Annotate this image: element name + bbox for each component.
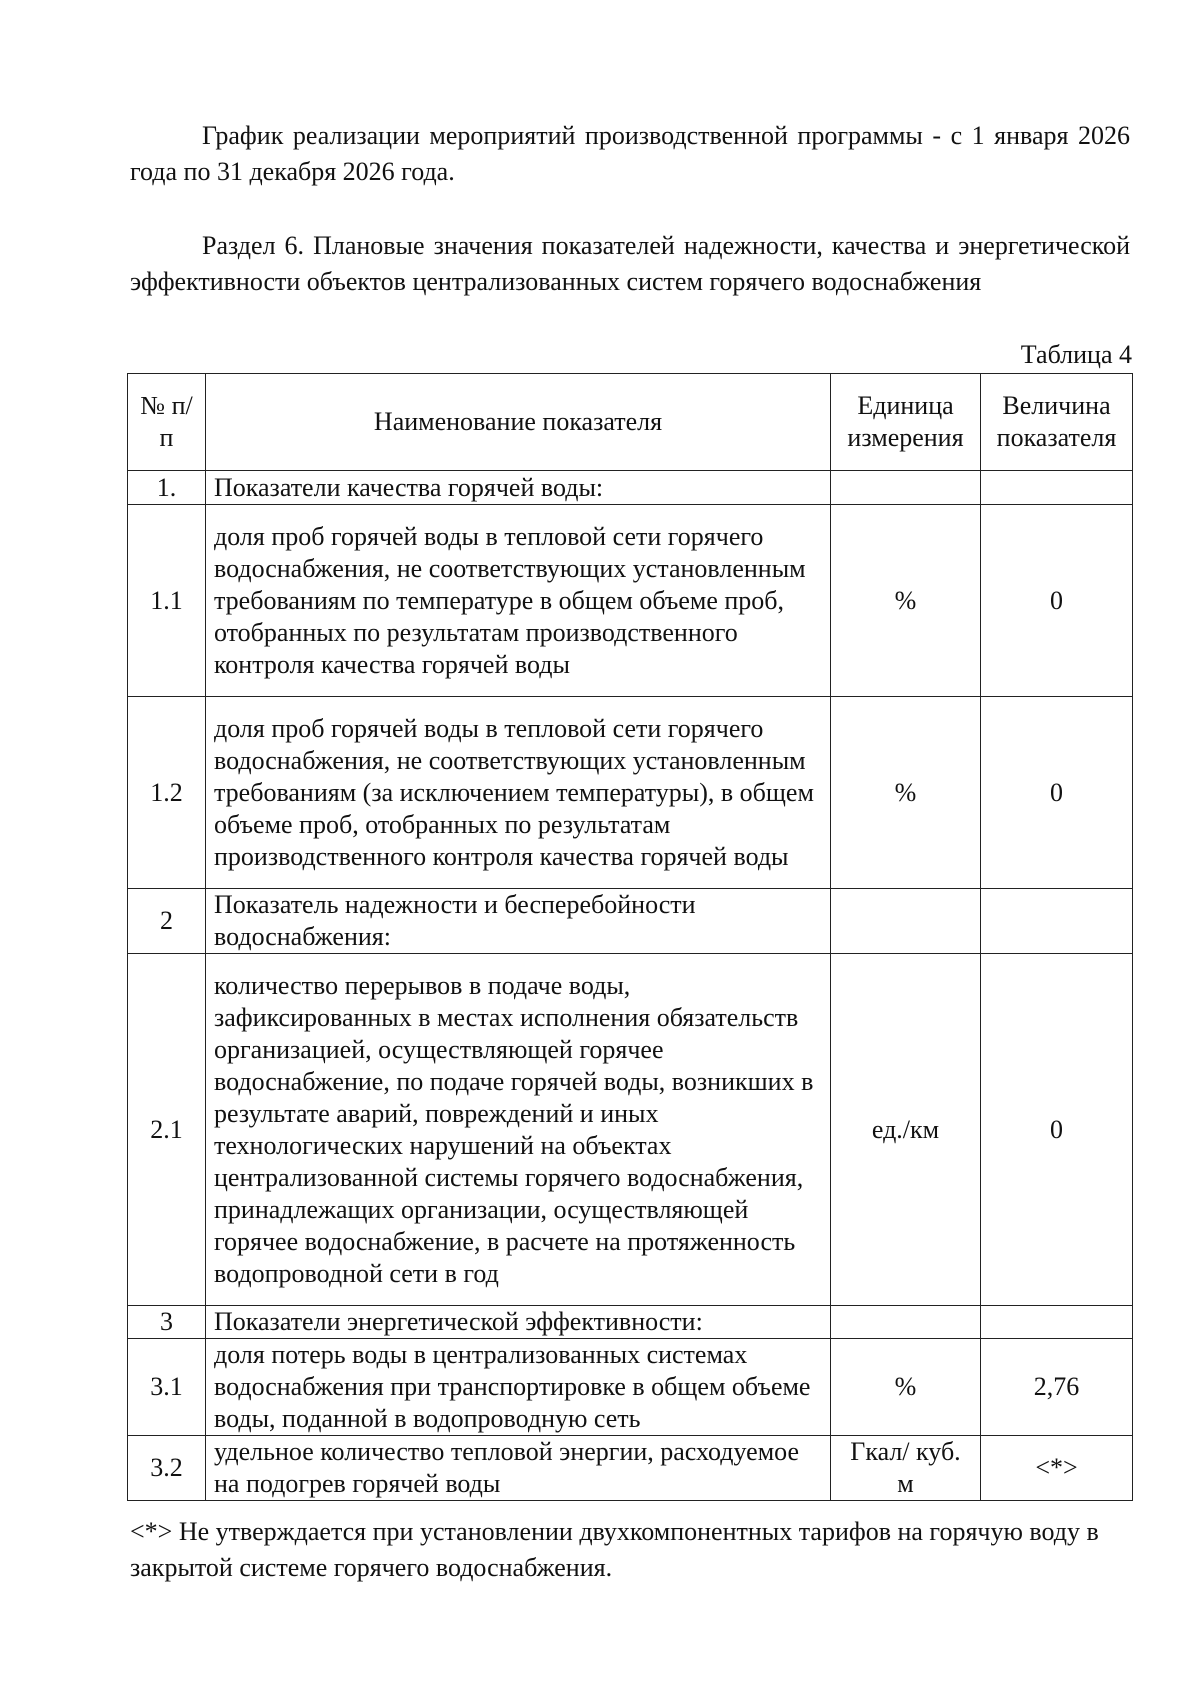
row-number: 2 [128, 889, 206, 954]
row-value [981, 889, 1133, 954]
row-value: 0 [981, 697, 1133, 889]
row-value: 0 [981, 505, 1133, 697]
row-unit: % [831, 1339, 981, 1436]
row-number: 3.1 [128, 1339, 206, 1436]
row-name: доля проб горячей воды в тепловой сети горячего водоснабжения, не соответствующих установленным требованиям по температуре в общем объеме проб, отобранных по результатам производственного контроля качества горячей воды [206, 505, 831, 697]
row-name: Показатель надежности и бесперебойности водоснабжения: [206, 889, 831, 954]
row-value [981, 471, 1133, 505]
row-name: Показатели качества горячей воды: [206, 471, 831, 505]
row-value [981, 1306, 1133, 1339]
row-name: Показатели энергетической эффективности: [206, 1306, 831, 1339]
row-name: количество перерывов в подаче воды, зафиксированных в местах исполнения обязательств организацией, осуществляющей горячее водоснабжение, по подаче горячей воды, возникших в результате аварий, повреждений и иных технологических нарушений на объектах централизованной системы горячего водоснабжения, принадлежащих организации, осуществляющей горячее водоснабжение, в расчете на протяженность водопроводной сети в год [206, 954, 831, 1306]
table-row [128, 954, 1133, 1306]
row-number: 1. [128, 471, 206, 505]
footnote: <*> Не утверждается при установлении двухкомпонентных тарифов на горячую воду в закрытой системе горячего водоснабжения. [130, 1517, 1099, 1582]
row-number: 1.1 [128, 505, 206, 697]
row-unit: % [831, 505, 981, 697]
table-row [128, 1339, 1133, 1436]
header-value: Величина показателя [981, 374, 1133, 471]
row-number: 1.2 [128, 697, 206, 889]
schedule-paragraph: График реализации мероприятий производственной программы - с 1 января 2026 года по 31 декабря 2026 года. [130, 121, 1130, 186]
table-row [128, 471, 1133, 505]
table-caption: Таблица 4 [1020, 340, 1132, 369]
row-unit: Гкал/ куб. м [831, 1436, 981, 1501]
indicators-table [127, 373, 1133, 1501]
row-number: 3.2 [128, 1436, 206, 1501]
row-name: доля проб горячей воды в тепловой сети горячего водоснабжения, не соответствующих установленным требованиям (за исключением температуры), в общем объеме проб, отобранных по результатам производственного контроля качества горячей воды [206, 697, 831, 889]
table-row [128, 505, 1133, 697]
row-number: 3 [128, 1306, 206, 1339]
row-unit: % [831, 697, 981, 889]
row-unit [831, 471, 981, 505]
section-heading: Раздел 6. Плановые значения показателей надежности, качества и энергетической эффективности объектов централизованных систем горячего водоснабжения [130, 231, 1130, 296]
table-row [128, 889, 1133, 954]
row-unit [831, 889, 981, 954]
header-number: № п/п [128, 374, 206, 471]
row-value: 0 [981, 954, 1133, 1306]
row-value: 2,76 [981, 1339, 1133, 1436]
row-number: 2.1 [128, 954, 206, 1306]
row-name: доля потерь воды в централизованных системах водоснабжения при транспортировке в общем объеме воды, поданной в водопроводную сеть [206, 1339, 831, 1436]
row-value: <*> [981, 1436, 1133, 1501]
header-unit: Единица измерения [831, 374, 981, 471]
row-unit [831, 1306, 981, 1339]
table-row [128, 1436, 1133, 1501]
table-row [128, 1306, 1133, 1339]
table-row [128, 697, 1133, 889]
header-name: Наименование показателя [206, 374, 831, 471]
table-header-row [128, 374, 1133, 471]
row-unit: ед./км [831, 954, 981, 1306]
row-name: удельное количество тепловой энергии, расходуемое на подогрев горячей воды [206, 1436, 831, 1501]
